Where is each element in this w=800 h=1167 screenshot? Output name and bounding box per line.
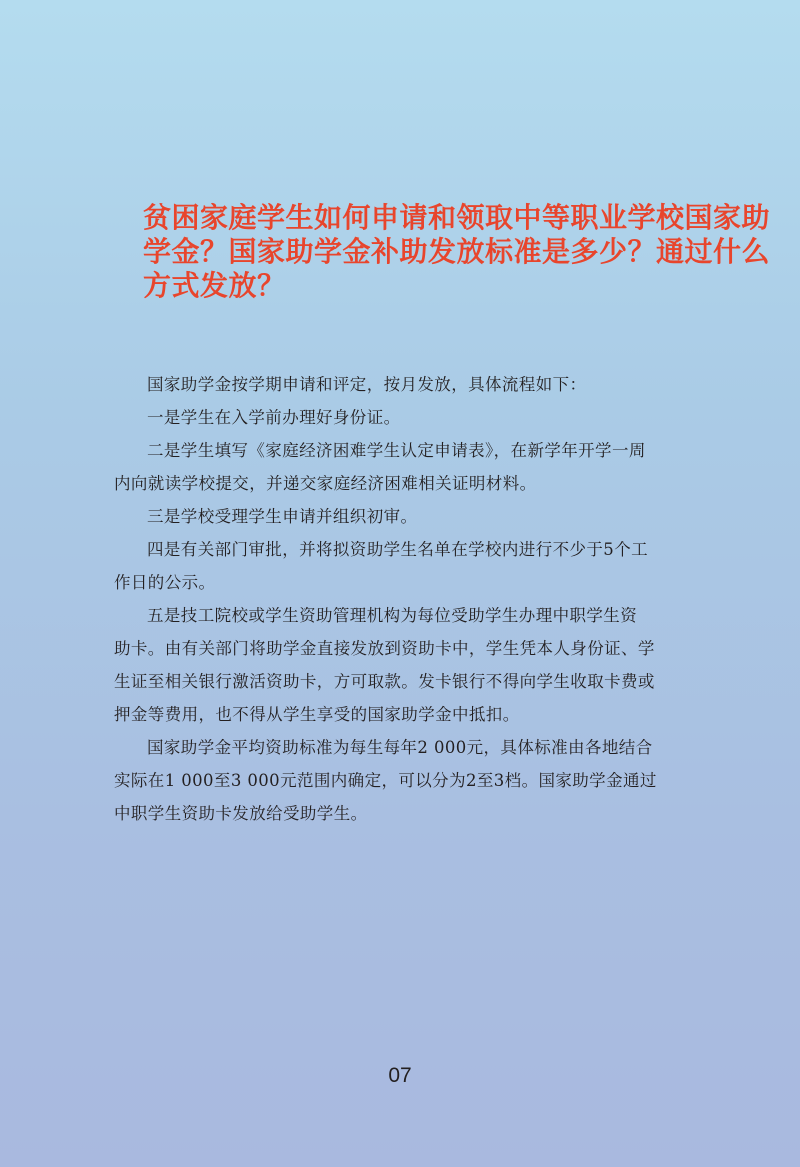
paragraph-step-5-line-1: 五是技工院校或学生资助管理机构为每位受助学生办理中职学生资 — [147, 606, 638, 625]
paragraph-standard-line-2: 实际在1 000至3 000元范围内确定，可以分为2至3档。国家助学金通过 — [114, 771, 657, 790]
paragraph-step-5-line-4: 押金等费用，也不得从学生享受的国家助学金中抵扣。 — [114, 705, 520, 724]
paragraph-intro: 国家助学金按学期申请和评定，按月发放，具体流程如下： — [147, 375, 587, 394]
paragraph-step-2-line-2: 内向就读学校提交，并递交家庭经济困难相关证明材料。 — [114, 474, 537, 493]
paragraph-step-1: 一是学生在入学前办理好身份证。 — [147, 408, 401, 427]
paragraph-step-5-line-3: 生证至相关银行激活资助卡，方可取款。发卡银行不得向学生收取卡费或 — [114, 672, 655, 691]
paragraph-step-3: 三是学校受理学生申请并组织初审。 — [147, 507, 418, 526]
body-text — [114, 368, 714, 830]
page-title — [143, 201, 771, 303]
page-number: 07 — [388, 1064, 412, 1087]
paragraph-step-5-line-2: 助卡。由有关部门将助学金直接发放到资助卡中，学生凭本人身份证、学 — [114, 639, 655, 658]
title-line-2: 学金？国家助学金补助发放标准是多少？通过什么 — [143, 235, 771, 268]
paragraph-step-4-line-2: 作日的公示。 — [114, 573, 216, 592]
paragraph-step-2-line-1: 二是学生填写《家庭经济困难学生认定申请表》，在新学年开学一周 — [147, 441, 646, 460]
paragraph-step-4-line-1: 四是有关部门审批，并将拟资助学生名单在学校内进行不少于5个工 — [147, 540, 648, 559]
title-line-1: 贫困家庭学生如何申请和领取中等职业学校国家助 — [143, 201, 771, 234]
paragraph-standard-line-1: 国家助学金平均资助标准为每生每年2 000元，具体标准由各地结合 — [147, 738, 653, 757]
paragraph-standard-line-3: 中职学生资助卡发放给受助学生。 — [114, 804, 368, 823]
title-line-3: 方式发放？ — [143, 269, 286, 302]
